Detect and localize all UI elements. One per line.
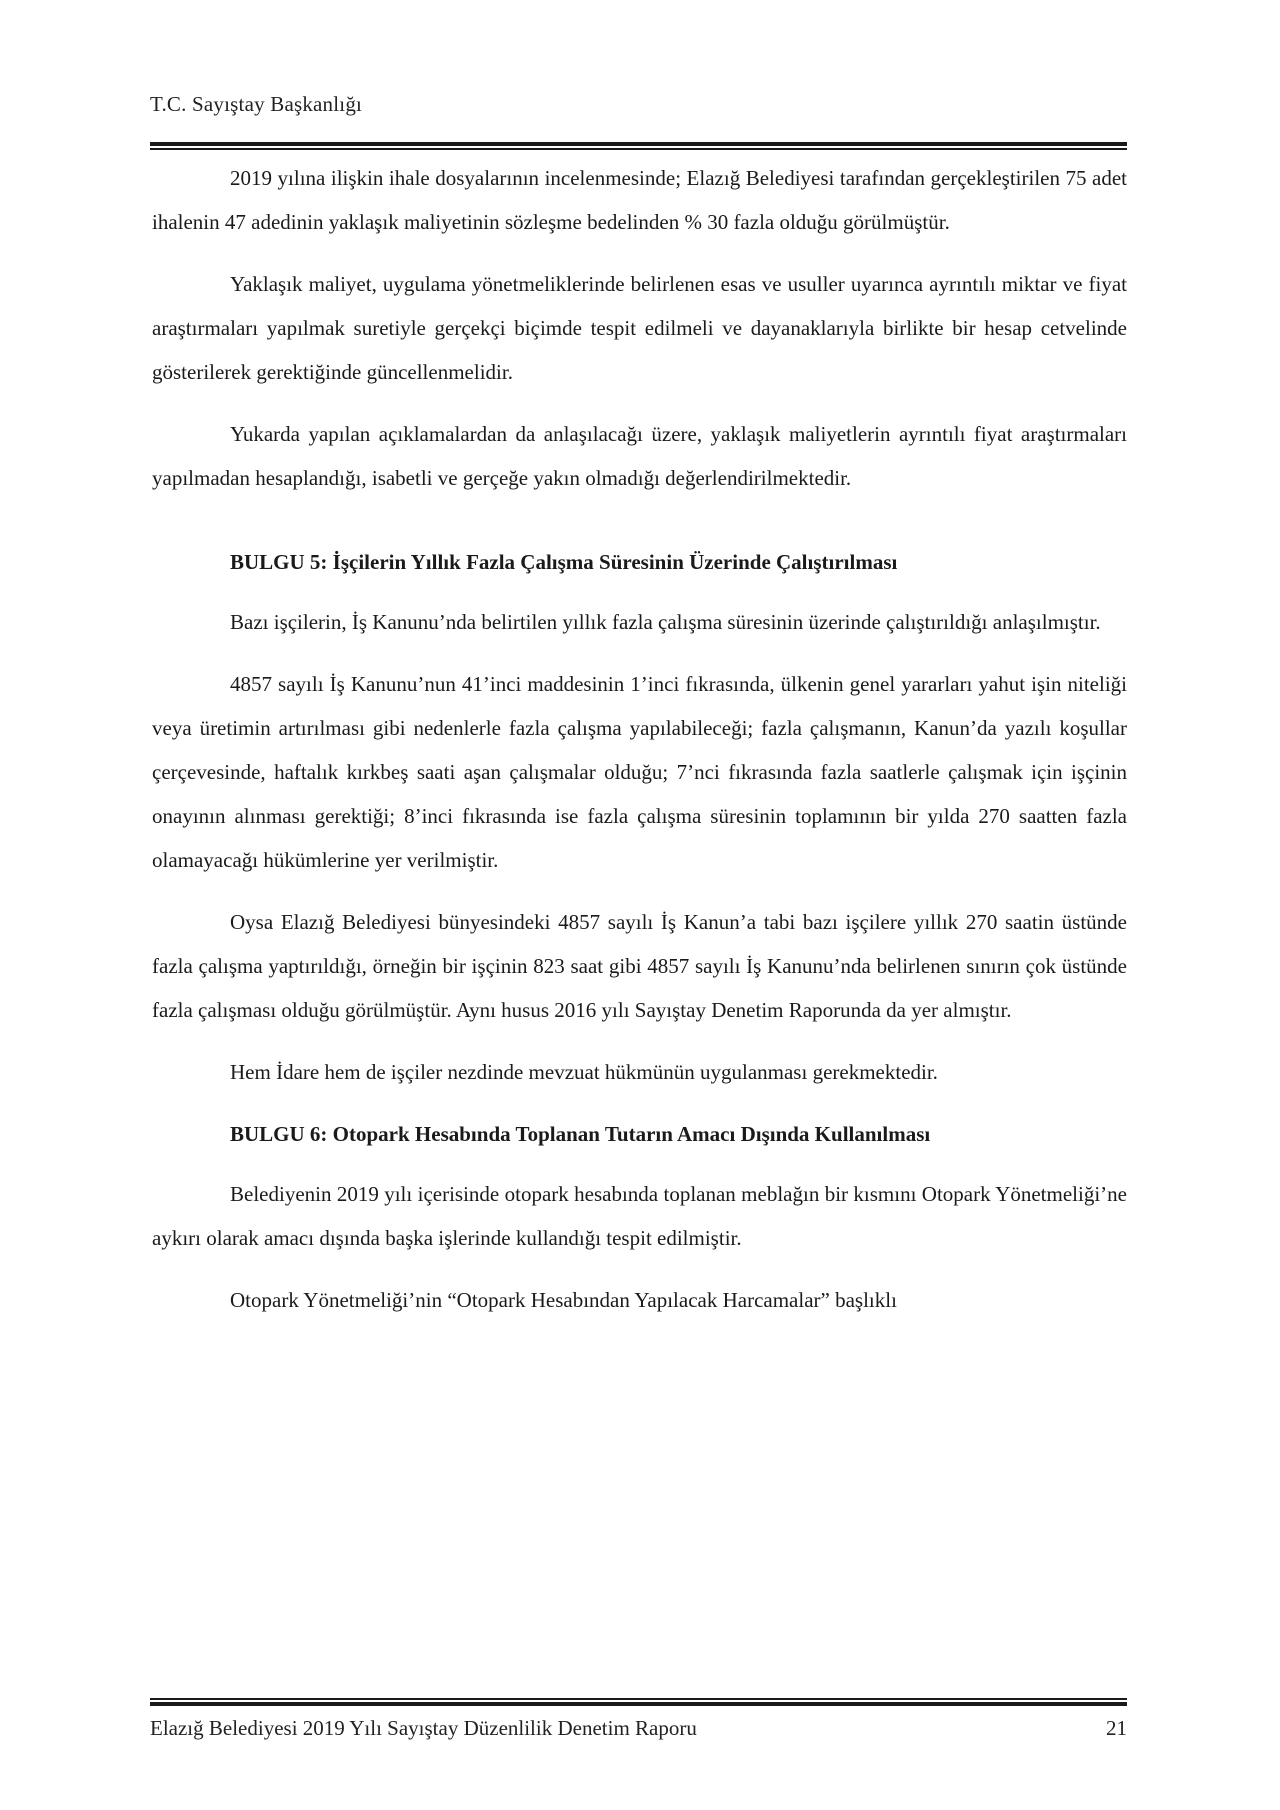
page-footer-title: Elazığ Belediyesi 2019 Yılı Sayıştay Düzenlilik Denetim Raporu (150, 1716, 697, 1740)
footer-divider (150, 1698, 1127, 1706)
page-number: 21 (1106, 1716, 1127, 1740)
document-body (152, 156, 1127, 1340)
paragraph: Yaklaşık maliyet, uygulama yönetmeliklerinde belirlenen esas ve usuller uyarınca ayrıntılı miktar ve fiyat araştırmaları yapılmak suretiyle gerçekçi biçimde tespit edilmeli ve dayanaklarıyla birlikte bir hesap cetvelinde gösterilerek gerektiğinde güncellenmelidir. (152, 272, 1127, 384)
paragraph: Hem İdare hem de işçiler nezdinde mevzuat hükmünün uygulanması gerekmektedir. (230, 1060, 938, 1084)
paragraph: Otopark Yönetmeliği’nin “Otopark Hesabından Yapılacak Harcamalar” başlıklı (230, 1288, 897, 1312)
paragraph: 4857 sayılı İş Kanunu’nun 41’inci maddesinin 1’inci fıkrasında, ülkenin genel yararları yahut işin niteliği veya üretimin artırılması gibi nedenlerle fazla çalışma yapılabileceği; fazla çalışmanın, Kanun’da yazılı koşullar çerçevesinde, haftalık kırkbeş saati aşan çalışmalar olduğu; 7’nci fıkrasında fazla saatlerle çalışmak için işçinin onayının alınması gerektiği; 8’inci fıkrasında ise fazla çalışma süresinin toplamının bir yılda 270 saatten fazla olamayacağı hükümlerine yer verilmiştir. (152, 672, 1127, 872)
page-header-title: T.C. Sayıştay Başkanlığı (150, 92, 363, 116)
section-heading-bulgu-5: BULGU 5: İşçilerin Yıllık Fazla Çalışma Süresinin Üzerinde Çalıştırılması (230, 550, 898, 574)
paragraph: Oysa Elazığ Belediyesi bünyesindeki 4857 sayılı İş Kanun’a tabi bazı işçilere yıllık 270 saatin üstünde fazla çalışma yaptırıldığı, örneğin bir işçinin 823 saat gibi 4857 sayılı İş Kanunu’nda belirlenen sınırın çok üstünde fazla çalışması olduğu görülmüştür. Aynı husus 2016 yılı Sayıştay Denetim Raporunda da yer almıştır. (152, 910, 1127, 1022)
paragraph: 2019 yılına ilişkin ihale dosyalarının incelenmesinde; Elazığ Belediyesi tarafından gerçekleştirilen 75 adet ihalenin 47 adedinin yaklaşık maliyetinin sözleşme bedelinden % 30 fazla olduğu görülmüştür. (152, 166, 1127, 234)
paragraph: Bazı işçilerin, İş Kanunu’nda belirtilen yıllık fazla çalışma süresinin üzerinde çalıştırıldığı anlaşılmıştır. (230, 610, 1101, 634)
paragraph: Yukarda yapılan açıklamalardan da anlaşılacağı üzere, yaklaşık maliyetlerin ayrıntılı fiyat araştırmaları yapılmadan hesaplandığı, isabetli ve gerçeğe yakın olmadığı değerlendirilmektedir. (152, 422, 1127, 490)
header-divider (150, 142, 1127, 150)
section-heading-bulgu-6: BULGU 6: Otopark Hesabında Toplanan Tutarın Amacı Dışında Kullanılması (230, 1122, 931, 1146)
paragraph: Belediyenin 2019 yılı içerisinde otopark hesabında toplanan meblağın bir kısmını Otopark Yönetmeliği’ne aykırı olarak amacı dışında başka işlerinde kullandığı tespit edilmiştir. (152, 1182, 1127, 1250)
